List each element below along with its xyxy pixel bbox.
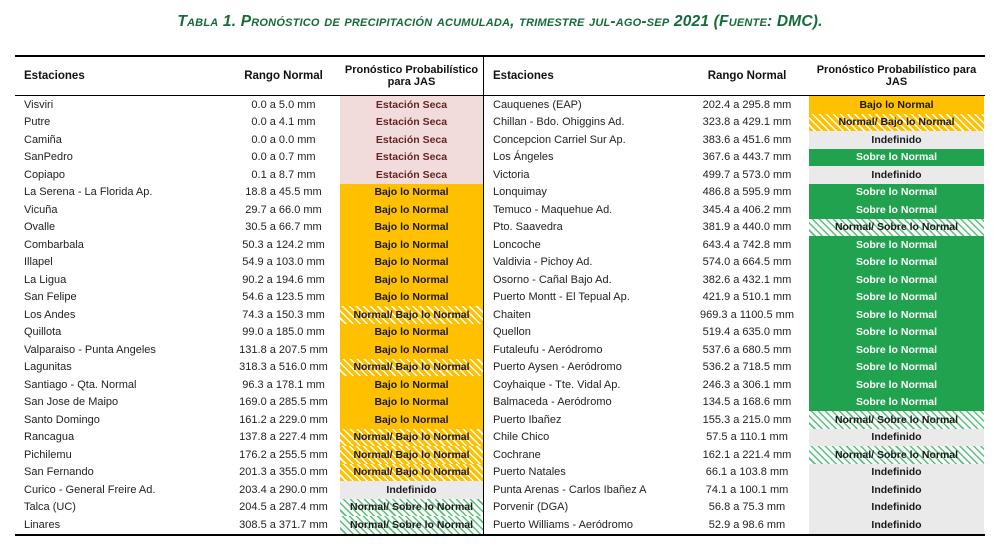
column-header-stations: Estaciones	[24, 70, 85, 82]
range-cell: 499.7 a 573.0 mm	[702, 168, 792, 181]
table-row	[15, 394, 483, 412]
forecast-cell: Normal/ Bajo lo Normal	[340, 359, 483, 377]
table-row	[15, 131, 483, 149]
range-cell: 201.3 a 355.0 mm	[239, 466, 328, 479]
forecast-cell: Bajo lo Normal	[809, 96, 984, 114]
range-cell: 0.0 a 0.7 mm	[251, 151, 316, 164]
station-cell: Puerto Natales	[493, 466, 566, 479]
table-row	[484, 464, 985, 482]
station-cell: Lonquimay	[493, 186, 547, 199]
range-cell: 29.7 a 66.0 mm	[245, 203, 322, 216]
station-cell: Illapel	[24, 256, 53, 269]
station-cell: Balmaceda - Aeródromo	[493, 396, 612, 409]
table-row	[15, 324, 483, 342]
forecast-cell: Sobre lo Normal	[809, 394, 984, 412]
range-cell: 574.0 a 664.5 mm	[702, 256, 792, 269]
station-cell: Chillan - Bdo. Ohiggins Ad.	[493, 116, 625, 129]
table-row	[484, 166, 985, 184]
station-cell: Linares	[24, 518, 61, 531]
range-cell: 52.9 a 98.6 mm	[708, 518, 786, 531]
range-cell: 308.5 a 371.7 mm	[239, 518, 328, 531]
forecast-cell: Sobre lo Normal	[809, 289, 984, 307]
station-cell: San Felipe	[24, 291, 77, 304]
forecast-cell: Sobre lo Normal	[809, 236, 984, 254]
station-cell: Camiña	[24, 133, 62, 146]
forecast-cell: Normal/ Sobre lo Normal	[809, 446, 984, 464]
table-row	[15, 499, 483, 517]
table-row	[484, 236, 985, 254]
table-row	[15, 516, 483, 534]
range-cell: 57.5 a 110.1 mm	[706, 431, 788, 444]
table-row	[15, 446, 483, 464]
range-cell: 176.2 a 255.5 mm	[239, 448, 328, 461]
station-cell: San Jose de Maipo	[24, 396, 119, 409]
range-cell: 99.0 a 185.0 mm	[242, 326, 325, 339]
range-cell: 74.1 a 100.1 mm	[705, 483, 789, 496]
range-cell: 202.4 a 295.8 mm	[702, 98, 792, 111]
table-row	[15, 166, 483, 184]
forecast-cell: Normal/ Bajo lo Normal	[340, 306, 483, 324]
forecast-cell: Bajo lo Normal	[340, 219, 483, 237]
range-cell: 0.0 a 4.1 mm	[251, 116, 316, 129]
right-table	[483, 57, 985, 534]
left-table	[15, 57, 483, 534]
range-cell: 381.9 a 440.0 mm	[702, 221, 792, 234]
range-cell: 246.3 a 306.1 mm	[702, 378, 792, 391]
station-cell: Futaleufu - Aeródromo	[493, 343, 603, 356]
forecast-cell: Normal/ Sobre lo Normal	[809, 219, 984, 237]
table-row	[484, 446, 985, 464]
station-cell: Cauquenes (EAP)	[493, 98, 582, 111]
table-row	[484, 254, 985, 272]
station-cell: Temuco - Maquehue Ad.	[493, 203, 613, 216]
forecast-cell: Indefinido	[340, 481, 483, 499]
table-row	[484, 131, 985, 149]
range-cell: 367.6 a 443.7 mm	[702, 151, 792, 164]
table-row	[15, 219, 483, 237]
station-cell: Victoria	[493, 168, 530, 181]
station-cell: Quillota	[24, 326, 62, 339]
forecast-cell: Indefinido	[809, 166, 984, 184]
table-row	[484, 376, 985, 394]
station-cell: Chile Chico	[493, 431, 550, 444]
forecast-cell: Sobre lo Normal	[809, 376, 984, 394]
forecast-cell: Bajo lo Normal	[340, 201, 483, 219]
forecast-cell: Bajo lo Normal	[340, 394, 483, 412]
station-cell: Coyhaique - Tte. Vidal Ap.	[493, 378, 621, 391]
range-cell: 318.3 a 516.0 mm	[239, 361, 328, 374]
table-row	[484, 271, 985, 289]
station-cell: Rancagua	[24, 431, 75, 444]
forecast-cell: Sobre lo Normal	[809, 306, 984, 324]
table-header	[484, 57, 985, 96]
forecast-cell: Normal/ Sobre lo Normal	[809, 411, 984, 429]
range-cell: 54.6 a 123.5 mm	[242, 291, 325, 304]
forecast-cell: Sobre lo Normal	[809, 149, 984, 167]
table-row	[15, 429, 483, 447]
station-cell: La Serena - La Florida Ap.	[24, 186, 153, 199]
table-row	[484, 289, 985, 307]
table-row	[484, 411, 985, 429]
table-row	[15, 149, 483, 167]
table-row	[15, 306, 483, 324]
table-row	[484, 394, 985, 412]
range-cell: 18.8 a 45.5 mm	[245, 186, 322, 199]
forecast-cell: Sobre lo Normal	[809, 271, 984, 289]
forecast-cell: Estación Seca	[340, 149, 483, 167]
range-cell: 96.3 a 178.1 mm	[242, 378, 325, 391]
right-table-body	[484, 96, 985, 534]
range-cell: 536.2 a 718.5 mm	[702, 361, 792, 374]
station-cell: Putre	[24, 116, 51, 129]
column-header-stations: Estaciones	[493, 70, 554, 82]
forecast-cell: Sobre lo Normal	[809, 324, 984, 342]
station-cell: La Ligua	[24, 273, 67, 286]
station-cell: Cochrane	[493, 448, 541, 461]
station-cell: Puerto Williams - Aeródromo	[493, 518, 633, 531]
station-cell: Valparaiso - Punta Angeles	[24, 343, 156, 356]
station-cell: Pto. Saavedra	[493, 221, 563, 234]
station-cell: Quellon	[493, 326, 531, 339]
station-cell: Puerto Ibañez	[493, 413, 562, 426]
table-header	[15, 57, 483, 96]
forecast-cell: Sobre lo Normal	[809, 201, 984, 219]
table-row	[15, 201, 483, 219]
station-cell: Los Ángeles	[493, 151, 554, 164]
table-row	[15, 481, 483, 499]
range-cell: 0.0 a 5.0 mm	[251, 98, 316, 111]
forecast-cell: Normal/ Bajo lo Normal	[340, 446, 483, 464]
column-header-forecast: Pronóstico Probabilístico para JAS	[344, 63, 479, 88]
forecast-cell: Sobre lo Normal	[809, 184, 984, 202]
table-row	[15, 236, 483, 254]
table-row	[15, 359, 483, 377]
table-row	[484, 324, 985, 342]
table-row	[15, 341, 483, 359]
range-cell: 537.6 a 680.5 mm	[702, 343, 792, 356]
column-header-forecast: Pronóstico Probabilístico para JAS	[816, 63, 977, 88]
range-cell: 90.2 a 194.6 mm	[242, 273, 325, 286]
forecast-cell: Indefinido	[809, 464, 984, 482]
forecast-cell: Indefinido	[809, 131, 984, 149]
range-cell: 54.9 a 103.0 mm	[242, 256, 325, 269]
table-row	[15, 464, 483, 482]
forecast-cell: Estación Seca	[340, 114, 483, 132]
forecast-cell: Bajo lo Normal	[340, 254, 483, 272]
forecast-cell: Bajo lo Normal	[340, 184, 483, 202]
range-cell: 161.2 a 229.0 mm	[239, 413, 328, 426]
table-row	[484, 359, 985, 377]
table-row	[15, 376, 483, 394]
station-cell: Talca (UC)	[24, 501, 76, 514]
station-cell: SanPedro	[24, 151, 73, 164]
station-cell: San Fernando	[24, 466, 94, 479]
left-table-body	[15, 96, 483, 534]
range-cell: 30.5 a 66.7 mm	[245, 221, 322, 234]
range-cell: 969.3 a 1100.5 mm	[700, 308, 794, 321]
forecast-cell: Estación Seca	[340, 131, 483, 149]
forecast-cell: Indefinido	[809, 481, 984, 499]
table-caption: Tabla 1. Pronóstico de precipitación acumulada, trimestre jul-ago-sep 2021 (Fuente: DMC).	[177, 13, 823, 30]
range-cell: 643.4 a 742.8 mm	[702, 238, 792, 251]
station-cell: Ovalle	[24, 221, 56, 234]
forecast-cell: Bajo lo Normal	[340, 324, 483, 342]
table-row	[484, 341, 985, 359]
station-cell: Concepcion Carriel Sur Ap.	[493, 133, 626, 146]
range-cell: 56.8 a 75.3 mm	[708, 501, 786, 514]
forecast-cell: Estación Seca	[340, 166, 483, 184]
column-header-range: Rango Normal	[707, 70, 787, 82]
forecast-cell: Bajo lo Normal	[340, 411, 483, 429]
range-cell: 421.9 a 510.1 mm	[702, 291, 792, 304]
range-cell: 131.8 a 207.5 mm	[239, 343, 328, 356]
forecast-cell: Normal/ Sobre lo Normal	[340, 516, 483, 534]
column-header-range: Rango Normal	[244, 70, 323, 82]
table-row	[484, 516, 985, 534]
forecast-cell: Bajo lo Normal	[340, 289, 483, 307]
table-row	[484, 499, 985, 517]
table-row	[15, 114, 483, 132]
forecast-cell: Sobre lo Normal	[809, 341, 984, 359]
range-cell: 204.5 a 287.4 mm	[239, 501, 328, 514]
table-row	[484, 219, 985, 237]
forecast-cell: Bajo lo Normal	[340, 236, 483, 254]
table-row	[15, 411, 483, 429]
range-cell: 50.3 a 124.2 mm	[242, 238, 325, 251]
table-row	[484, 429, 985, 447]
table-row	[15, 184, 483, 202]
table-row	[15, 271, 483, 289]
table-row	[15, 289, 483, 307]
range-cell: 383.6 a 451.6 mm	[702, 133, 792, 146]
table-row	[15, 96, 483, 114]
precipitation-forecast-table	[15, 55, 985, 536]
range-cell: 155.3 a 215.0 mm	[702, 413, 792, 426]
table-row	[484, 114, 985, 132]
forecast-cell: Bajo lo Normal	[340, 341, 483, 359]
station-cell: Copiapo	[24, 168, 65, 181]
range-cell: 0.1 a 8.7 mm	[251, 168, 316, 181]
forecast-cell: Sobre lo Normal	[809, 254, 984, 272]
range-cell: 0.0 a 0.0 mm	[251, 133, 316, 146]
station-cell: Visviri	[24, 98, 54, 111]
forecast-cell: Sobre lo Normal	[809, 359, 984, 377]
table-row	[484, 306, 985, 324]
forecast-cell: Indefinido	[809, 516, 984, 534]
forecast-cell: Normal/ Bajo lo Normal	[340, 429, 483, 447]
station-cell: Valdivia - Pichoy Ad.	[493, 256, 593, 269]
station-cell: Puerto Aysen - Aeródromo	[493, 361, 622, 374]
table-row	[484, 481, 985, 499]
forecast-cell: Normal/ Bajo lo Normal	[340, 464, 483, 482]
station-cell: Los Andes	[24, 308, 76, 321]
range-cell: 137.8 a 227.4 mm	[239, 431, 328, 444]
table-row	[484, 201, 985, 219]
forecast-cell: Bajo lo Normal	[340, 376, 483, 394]
range-cell: 382.6 a 432.1 mm	[702, 273, 792, 286]
range-cell: 323.8 a 429.1 mm	[702, 116, 792, 129]
table-row	[484, 96, 985, 114]
station-cell: Pichilemu	[24, 448, 72, 461]
range-cell: 162.1 a 221.4 mm	[702, 448, 792, 461]
station-cell: Lagunitas	[24, 361, 72, 374]
table-row	[484, 149, 985, 167]
range-cell: 74.3 a 150.3 mm	[242, 308, 325, 321]
table-row	[484, 184, 985, 202]
station-cell: Combarbala	[24, 238, 84, 251]
forecast-cell: Indefinido	[809, 499, 984, 517]
station-cell: Puerto Montt - El Tepual Ap.	[493, 291, 630, 304]
forecast-cell: Bajo lo Normal	[340, 271, 483, 289]
range-cell: 345.4 a 406.2 mm	[702, 203, 792, 216]
forecast-cell: Normal/ Bajo lo Normal	[809, 114, 984, 132]
forecast-cell: Estación Seca	[340, 96, 483, 114]
forecast-cell: Normal/ Sobre lo Normal	[340, 499, 483, 517]
station-cell: Santo Domingo	[24, 413, 100, 426]
station-cell: Punta Arenas - Carlos Ibañez A	[493, 483, 647, 496]
range-cell: 66.1 a 103.8 mm	[705, 466, 789, 479]
range-cell: 519.4 a 635.0 mm	[702, 326, 792, 339]
range-cell: 169.0 a 285.5 mm	[239, 396, 328, 409]
station-cell: Osorno - Cañal Bajo Ad.	[493, 273, 612, 286]
station-cell: Santiago - Qta. Normal	[24, 378, 137, 391]
station-cell: Vicuña	[24, 203, 58, 216]
station-cell: Chaiten	[493, 308, 531, 321]
table-row	[15, 254, 483, 272]
station-cell: Curico - General Freire Ad.	[24, 483, 156, 496]
station-cell: Porvenir (DGA)	[493, 501, 569, 514]
station-cell: Loncoche	[493, 238, 541, 251]
range-cell: 203.4 a 290.0 mm	[239, 483, 328, 496]
range-cell: 134.5 a 168.6 mm	[702, 396, 792, 409]
forecast-cell: Indefinido	[809, 429, 984, 447]
range-cell: 486.8 a 595.9 mm	[702, 186, 792, 199]
